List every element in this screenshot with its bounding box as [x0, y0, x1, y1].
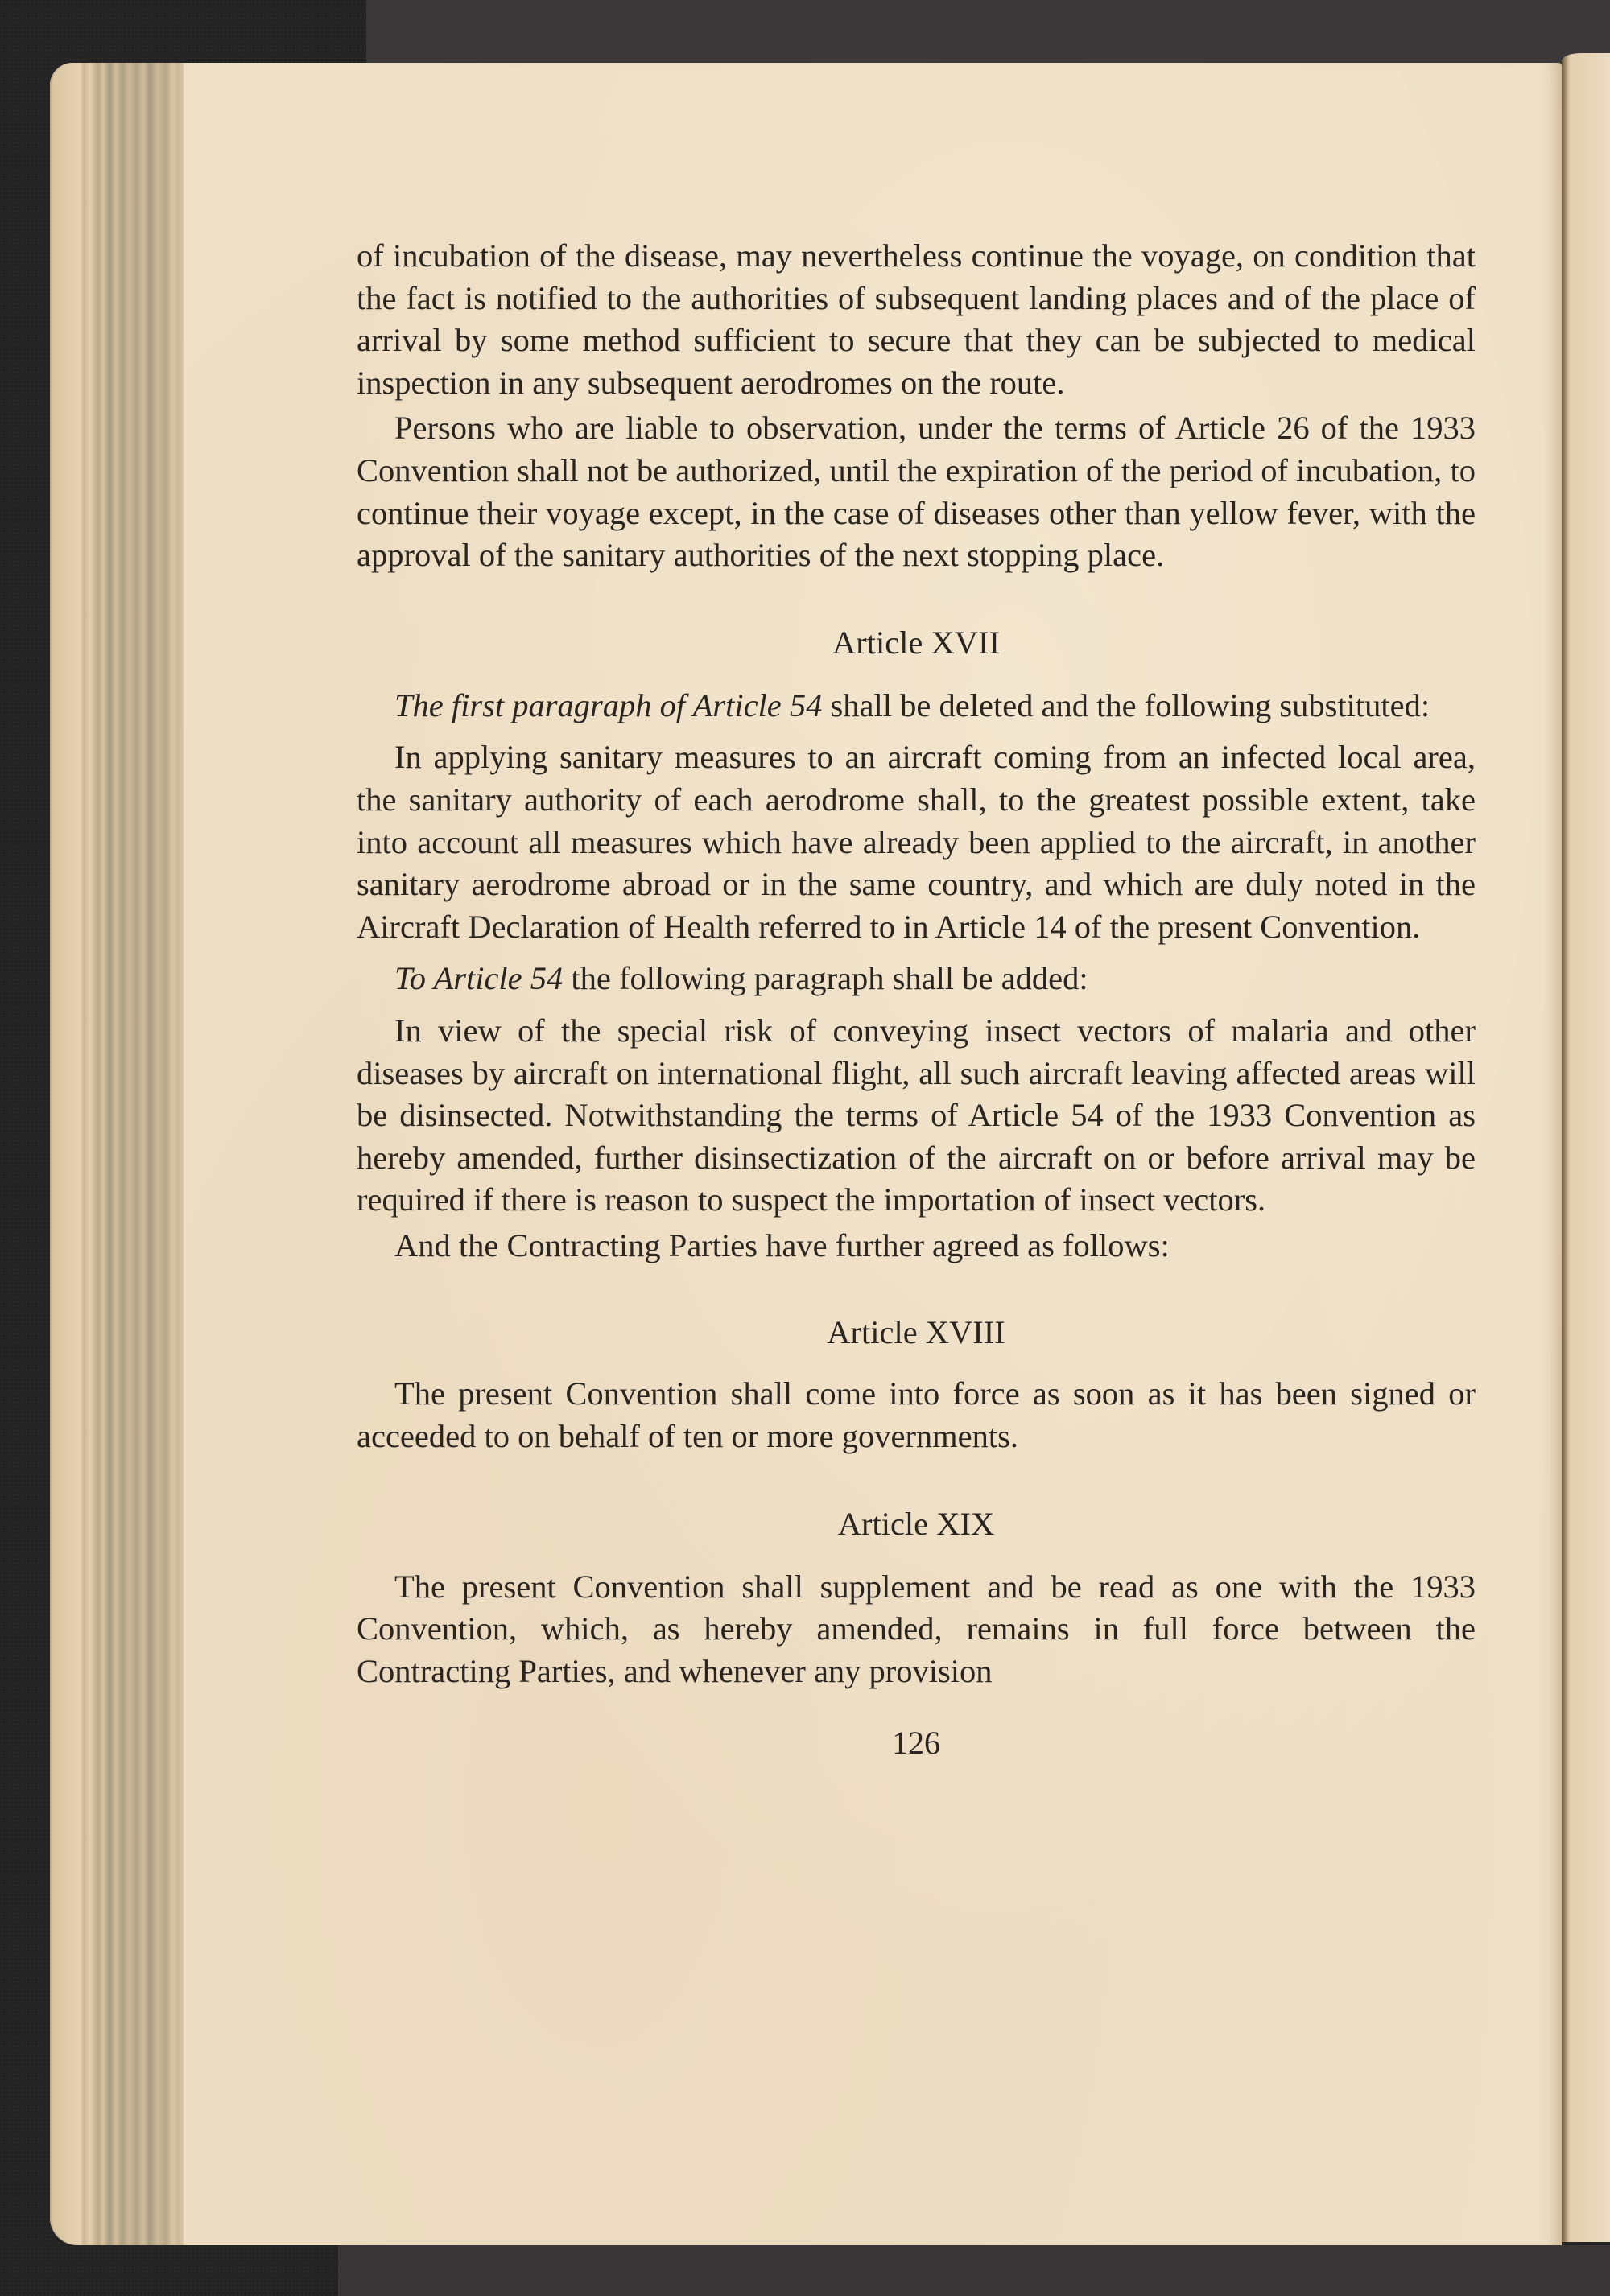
article-xvii-heading: Article XVII [832, 624, 1001, 661]
article-xix-body: The present Convention shall supplement and be read as one with the 1933 Convention, which, as hereby amended, remains in full force between the Contracting Parties, and whenever any provision [357, 1568, 1476, 1689]
article-xvii-addition-rest: the following paragraph shall be added: [563, 960, 1088, 997]
scan-background-top [366, 0, 1610, 63]
article-xix-heading: Article XIX [837, 1505, 995, 1542]
article-xvii-addition-italic: To Article 54 [394, 960, 564, 997]
article-xvii-addition-intro [357, 958, 1476, 1000]
paragraph-observation: Persons who are liable to observation, under the terms of Article 26 of the 1933 Convention shall not be authorized, until the expiration of the period of incubation, to continue their voyage except, in the case of diseases other than yellow fever, with the approval of the sanitary authorities of the next stopping place. [357, 410, 1476, 574]
paragraph-continuation: of incubation of the disease, may nevertheless continue the voyage, on condition that the fact is notified to the authorities of subsequent landing places and of the place of arrival by some method sufficient to secure that they can be subjected to medical inspection in any subsequent aerodromes on the route. [357, 237, 1476, 401]
article-xvii-intro-italic: The first paragraph of Article 54 [394, 686, 823, 723]
article-xviii-body: The present Convention shall come into force as soon as it has been signed or acceeded to on behalf of ten or more governments. [357, 1375, 1476, 1455]
article-xvii-body: In applying sanitary measures to an aircraft coming from an infected local area, the sanitary authority of each aerodrome shall, to the greatest possible extent, take into account all measures which have already been applied to the aircraft, in another sanitary aerodrome abroad or in the same country, and which are duly noted in the Aircraft Declaration of Health referred to in Article 14 of the present Convention. [357, 739, 1476, 945]
scan-background-bottom [338, 2245, 1610, 2296]
page-edges [50, 63, 187, 2245]
article-xvii-added-paragraph: In view of the special risk of conveying insect vectors of malaria and other diseases by aircraft on international flight, all such aircraft leaving affected areas will be disinsected. Notwithstanding the terms of Article 54 of the 1933 Convention as hereby amended, further disinsectization of the aircraft on or before arrival may be required if there is reason to suspect the importation of insect vectors. [357, 1012, 1476, 1218]
article-xvii-intro-rest: shall be deleted and the following substituted: [822, 686, 1430, 723]
facing-page-edge [1562, 53, 1610, 2242]
article-xvii-closing: And the Contracting Parties have further agreed as follows: [394, 1226, 1170, 1263]
article-xvii-intro [357, 685, 1476, 728]
page-number: 126 [892, 1725, 940, 1762]
article-xviii-heading: Article XVIII [827, 1314, 1005, 1351]
page-text [357, 235, 1476, 1763]
